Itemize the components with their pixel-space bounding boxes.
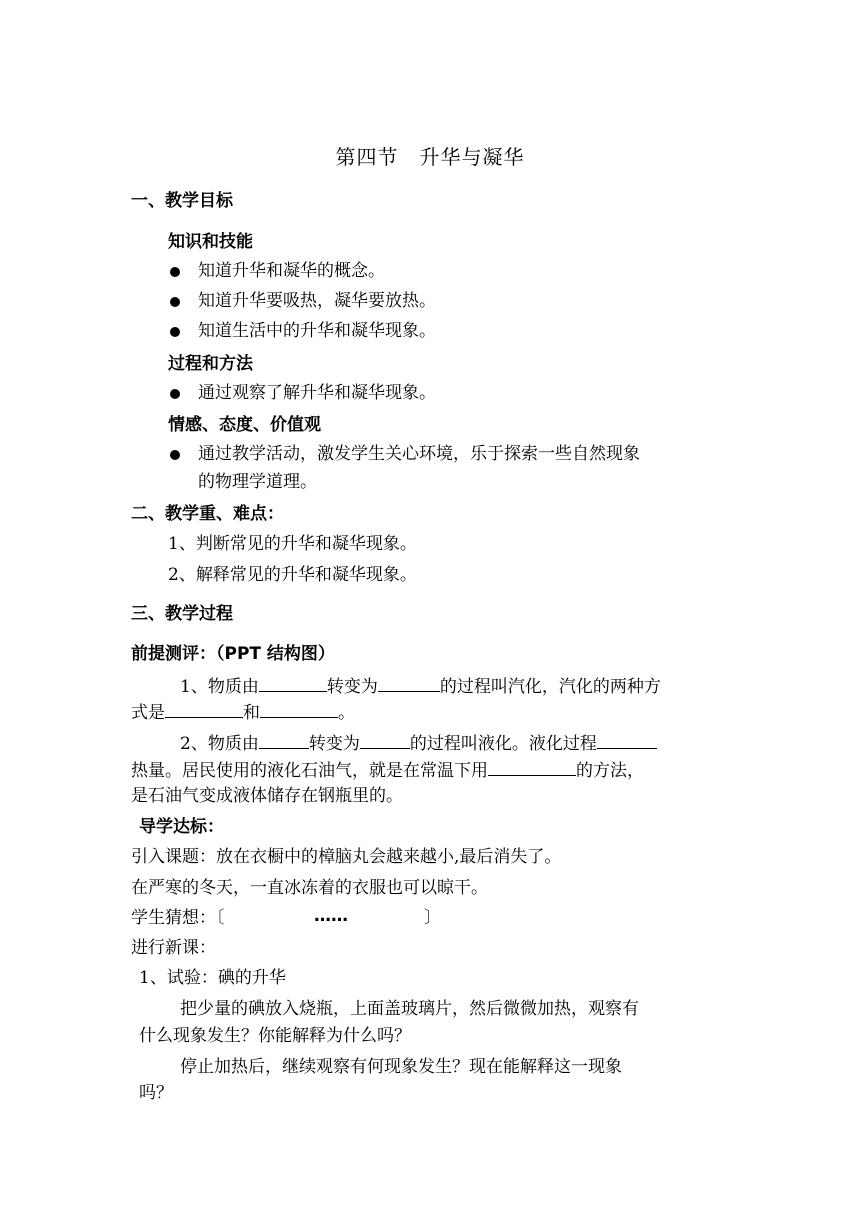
bullet-icon [170, 450, 180, 460]
pretest-heading: 前提测评：（PPT 结构图） [131, 644, 335, 664]
section-heading-key-points: 二、教学重、难点： [131, 504, 284, 524]
objective-item: 知道生活中的升华和凝华现象。 [198, 321, 436, 341]
question-2-line-2 [131, 759, 644, 782]
question-text: 转变为 [326, 677, 378, 697]
fill-blank [597, 732, 657, 749]
student-guess-end: 〕 [424, 908, 441, 928]
question-text: 式是 [131, 703, 165, 723]
objective-item-continuation: 的物理学道理。 [198, 472, 317, 492]
bullet-icon [170, 297, 180, 307]
bullet-icon [170, 267, 180, 277]
fill-blank [360, 732, 410, 749]
question-text: 。 [338, 703, 355, 723]
section-heading-process: 三、教学过程 [131, 604, 233, 624]
page-title: 第四节 升华与凝华 [335, 145, 525, 169]
objective-item: 通过教学活动，激发学生关心环境，乐于探索一些自然现象 [198, 444, 640, 464]
question-text: 转变为 [308, 734, 360, 754]
intro-line-2: 在严寒的冬天，一直冰冻着的衣服也可以晾干。 [131, 878, 488, 898]
question-text: 1、物质由 [180, 677, 259, 697]
key-point-item: 1、判断常见的升华和凝华现象。 [168, 534, 417, 554]
question-text: 和 [243, 703, 260, 723]
objective-item: 知道升华要吸热，凝华要放热。 [198, 291, 436, 311]
student-guess-label: 学生猜想：〔 [131, 908, 225, 928]
question-1-line-2 [131, 701, 355, 724]
objective-item: 通过观察了解升华和凝华现象。 [198, 383, 436, 403]
subheading-knowledge-skills: 知识和技能 [168, 232, 253, 252]
new-lesson-label: 进行新课： [131, 938, 216, 958]
fill-blank [260, 701, 338, 718]
bullet-icon [170, 389, 180, 399]
question-text: 2、物质由 [180, 734, 259, 754]
section-heading-objectives: 一、教学目标 [131, 191, 233, 211]
experiment-paragraph-1-continuation: 什么现象发生？你能解释为什么吗？ [139, 1026, 411, 1046]
question-text: 的过程叫液化。液化过程 [409, 734, 597, 754]
subheading-process-methods: 过程和方法 [168, 354, 253, 374]
question-text: 热量。居民使用的液化石油气，就是在常温下用 [131, 761, 488, 781]
fill-blank [488, 759, 576, 776]
question-1-line-1 [180, 675, 661, 698]
question-text: 的过程叫汽化，汽化的两种方 [439, 677, 661, 697]
guide-heading: 导学达标： [139, 817, 224, 837]
question-text: 的方法， [576, 761, 644, 781]
experiment-paragraph-2-continuation: 吗？ [139, 1083, 173, 1103]
fill-blank [165, 701, 243, 718]
experiment-title: 1、试验：碘的升华 [139, 968, 286, 988]
objective-item: 知道升华和凝华的概念。 [198, 261, 385, 281]
subheading-attitude-values: 情感、态度、价值观 [168, 415, 321, 435]
student-guess-ellipsis: …… [314, 906, 348, 926]
key-point-item: 2、解释常见的升华和凝华现象。 [168, 565, 417, 585]
experiment-paragraph-1: 把少量的碘放入烧瓶，上面盖玻璃片，然后微微加热，观察有 [180, 999, 639, 1019]
fill-blank [378, 675, 440, 692]
fill-blank [259, 675, 327, 692]
fill-blank [259, 732, 309, 749]
question-2-line-1 [180, 732, 657, 755]
bullet-icon [170, 327, 180, 337]
intro-line-1: 引入课题：放在衣橱中的樟脑丸会越来越小,最后消失了。 [131, 847, 562, 867]
question-2-line-3: 是石油气变成液体储存在钢瓶里的。 [131, 786, 403, 806]
experiment-paragraph-2: 停止加热后，继续观察有何现象发生？现在能解释这一现象 [180, 1057, 622, 1077]
